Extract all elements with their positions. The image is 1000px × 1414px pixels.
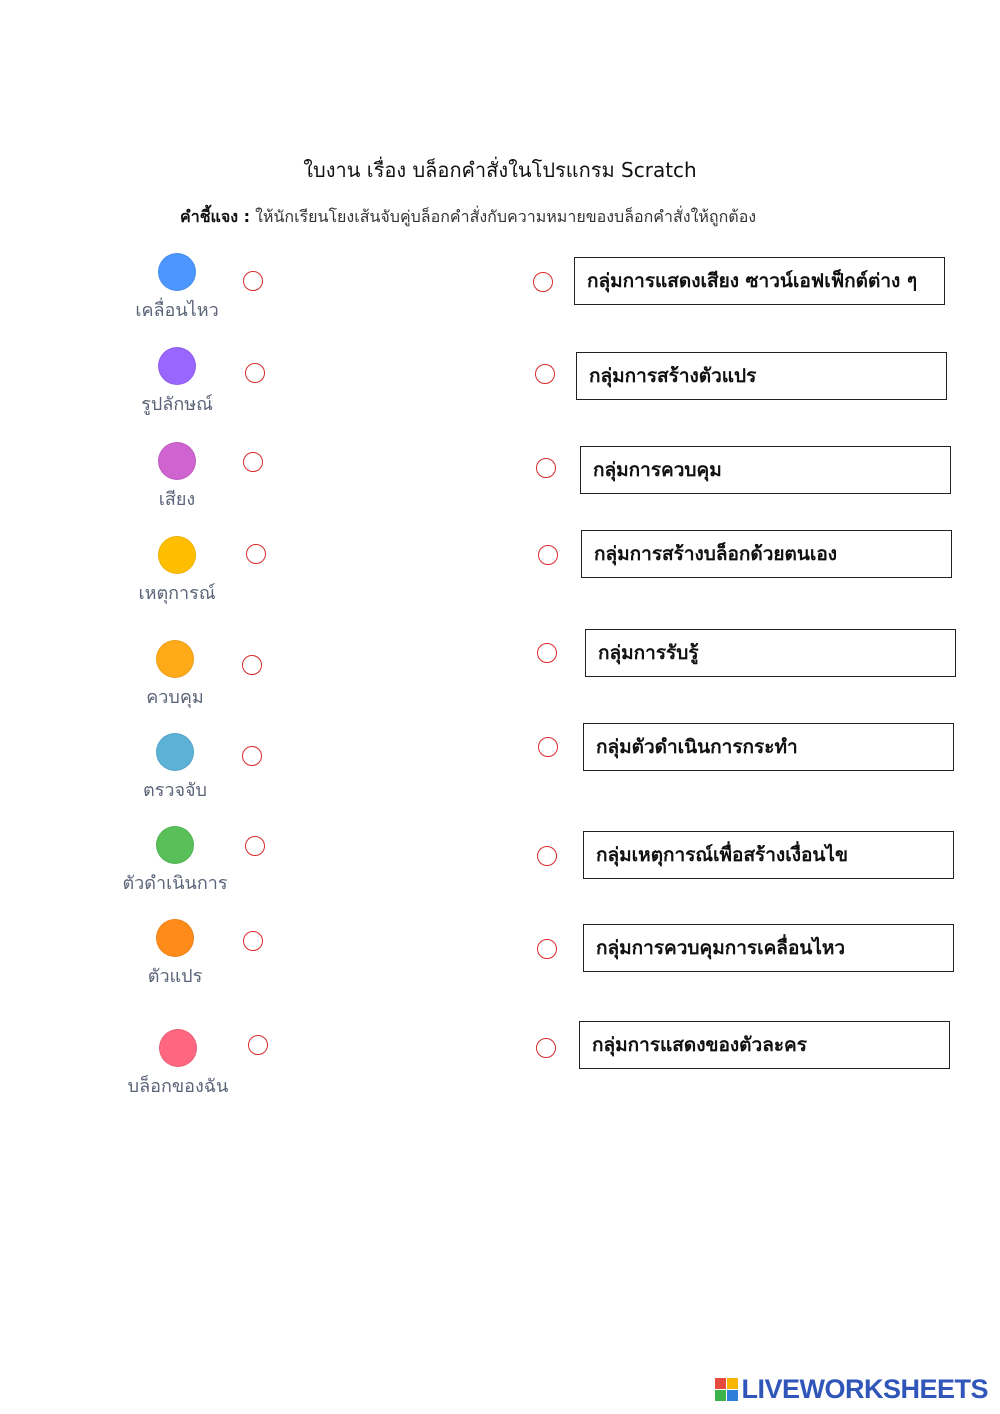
sensing-color-dot [156, 733, 194, 771]
meaning-box-7: กลุ่มเหตุการณ์เพื่อสร้างเงื่อนไข [583, 831, 954, 879]
category-label: ตัวแปร [147, 966, 203, 987]
left-match-point-9[interactable] [248, 1035, 268, 1055]
category-label: ตัวดำเนินการ [122, 873, 228, 894]
looks-color-dot [158, 347, 196, 385]
meaning-box-6: กลุ่มตัวดำเนินการกระทำ [583, 723, 954, 771]
logo-square-icon [727, 1378, 738, 1389]
right-match-point-6[interactable] [538, 737, 558, 757]
meaning-box-9: กลุ่มการแสดงของตัวละคร [579, 1021, 950, 1069]
right-match-point-5[interactable] [537, 643, 557, 663]
meaning-box-5: กลุ่มการรับรู้ [585, 629, 956, 677]
category-item-sound [107, 442, 247, 513]
meaning-box-4: กลุ่มการสร้างบล็อกด้วยตนเอง [581, 530, 952, 578]
meaning-box-2: กลุ่มการสร้างตัวแปร [576, 352, 947, 400]
right-match-point-3[interactable] [536, 458, 556, 478]
left-match-point-4[interactable] [246, 544, 266, 564]
category-label: เคลื่อนไหว [135, 300, 219, 321]
instruction-text: ให้นักเรียนโยงเส้นจับคู่บล็อกคำสั่งกับความหมายของบล็อกคำสั่งให้ถูกต้อง [250, 207, 757, 226]
liveworksheets-logo-icon [715, 1378, 738, 1401]
meaning-box-8: กลุ่มการควบคุมการเคลื่อนไหว [583, 924, 954, 972]
category-item-motion [107, 253, 247, 324]
category-label: บล็อกของฉัน [127, 1076, 229, 1097]
left-match-point-6[interactable] [242, 746, 262, 766]
right-match-point-7[interactable] [537, 846, 557, 866]
left-match-point-2[interactable] [245, 363, 265, 383]
logo-text: LIVEWORKSHEETS [741, 1374, 988, 1404]
left-match-point-5[interactable] [242, 655, 262, 675]
category-label: เสียง [158, 489, 196, 510]
right-match-point-4[interactable] [538, 545, 558, 565]
logo-square-icon [727, 1390, 738, 1401]
category-label: ควบคุม [146, 687, 204, 708]
instruction [180, 205, 756, 230]
my-blocks-color-dot [159, 1029, 197, 1067]
right-match-point-1[interactable] [533, 272, 553, 292]
category-label: รูปลักษณ์ [141, 394, 213, 415]
left-match-point-7[interactable] [245, 836, 265, 856]
right-match-point-8[interactable] [537, 939, 557, 959]
variables-color-dot [156, 919, 194, 957]
category-label: เหตุการณ์ [138, 583, 216, 604]
operators-color-dot [156, 826, 194, 864]
sound-color-dot [158, 442, 196, 480]
motion-color-dot [158, 253, 196, 291]
category-item-operators [105, 826, 245, 897]
category-item-variables [105, 919, 245, 990]
liveworksheets-logo [715, 1374, 988, 1405]
worksheet-title: ใบงาน เรื่อง บล็อกคำสั่งในโปรแกรม Scratch [303, 158, 697, 182]
category-label: ตรวจจับ [143, 780, 207, 801]
left-match-point-8[interactable] [243, 931, 263, 951]
left-match-point-3[interactable] [243, 452, 263, 472]
meaning-box-3: กลุ่มการควบคุม [580, 446, 951, 494]
logo-square-icon [715, 1390, 726, 1401]
right-match-point-2[interactable] [535, 364, 555, 384]
category-item-sensing [105, 733, 245, 804]
category-item-looks [107, 347, 247, 418]
right-match-point-9[interactable] [536, 1038, 556, 1058]
logo-square-icon [715, 1378, 726, 1389]
category-item-control [105, 640, 245, 711]
control-color-dot [156, 640, 194, 678]
instruction-label: คำชี้แจง : [180, 207, 251, 226]
category-item-my-blocks [108, 1029, 248, 1100]
meaning-box-1: กลุ่มการแสดงเสียง ซาวน์เอฟเฟ็กต์ต่าง ๆ [574, 257, 945, 305]
events-color-dot [158, 536, 196, 574]
category-item-events [107, 536, 247, 607]
left-match-point-1[interactable] [243, 271, 263, 291]
